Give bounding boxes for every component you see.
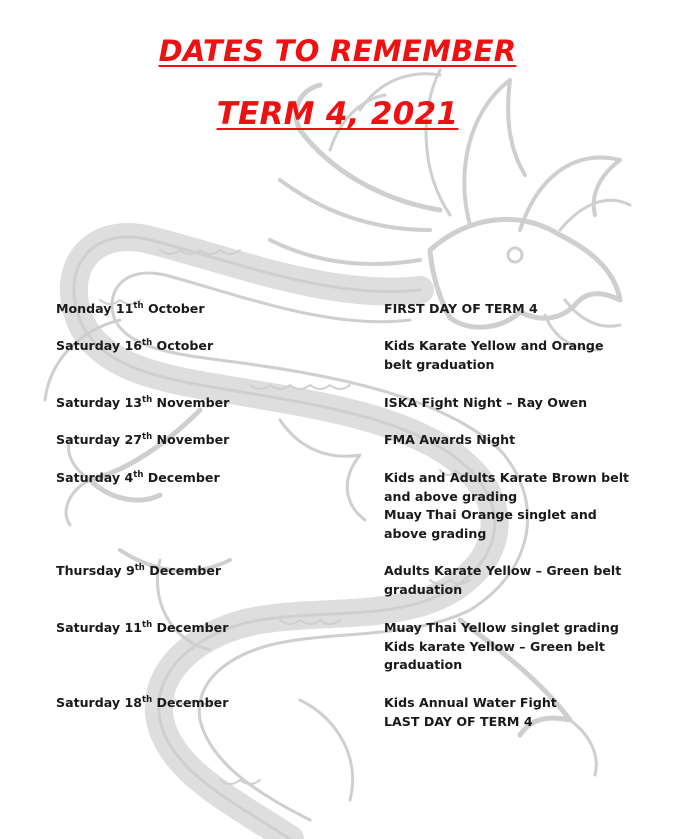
- event-date: Saturday 13th November: [56, 394, 230, 410]
- page-subtitle: TERM 4, 2021: [216, 96, 459, 132]
- event-description: ISKA Fight Night – Ray Owen: [384, 395, 588, 410]
- event-description: Kids Annual Water Fight LAST DAY OF TERM 4: [384, 695, 557, 729]
- event-date: Saturday 11th December: [56, 619, 229, 635]
- event-description: FIRST DAY OF TERM 4: [384, 301, 538, 316]
- event-date: Saturday 4th December: [56, 469, 220, 485]
- event-description: Adults Karate Yellow – Green belt graduation: [384, 563, 622, 597]
- event-description: FMA Awards Night: [384, 432, 516, 447]
- page-title: DATES TO REMEMBER: [158, 34, 517, 68]
- event-description: Kids and Adults Karate Brown belt and above grading Muay Thai Orange singlet and above grading: [384, 470, 630, 541]
- event-date: Saturday 18th December: [56, 694, 229, 710]
- event-description: Muay Thai Yellow singlet grading Kids karate Yellow – Green belt graduation: [384, 620, 619, 673]
- event-date: Saturday 27th November: [56, 431, 230, 447]
- event-date: Monday 11th October: [56, 300, 205, 316]
- event-date: Saturday 16th October: [56, 337, 214, 353]
- event-date: Thursday 9th December: [56, 562, 222, 578]
- event-description: Kids Karate Yellow and Orange belt graduation: [384, 338, 604, 372]
